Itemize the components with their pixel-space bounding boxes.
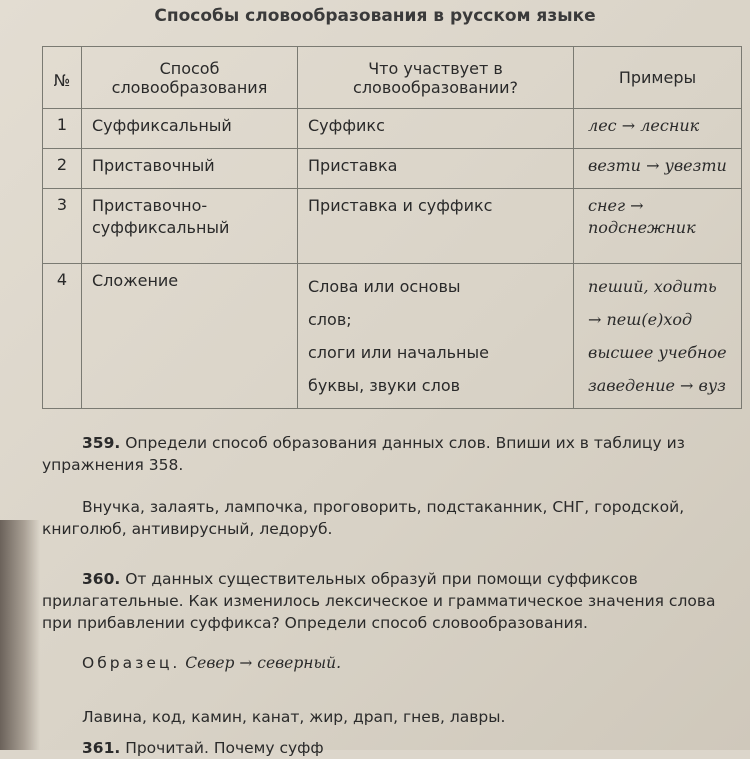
table-row <box>43 264 742 409</box>
row-part: Суффикс <box>298 109 574 149</box>
exercise-number: 359. <box>82 434 121 452</box>
part-line: Слова или основы <box>308 277 461 296</box>
table-header-row <box>43 47 742 109</box>
row-num: 2 <box>43 149 82 189</box>
row-method: Суффиксальный <box>82 109 298 149</box>
header-examples: Примеры <box>574 47 742 109</box>
exercise-task: Прочитай. Почему суфф <box>125 739 324 757</box>
example-line: подснежник <box>588 218 696 237</box>
example-line: снег → <box>588 196 644 215</box>
example-line: пеший, ходить <box>588 277 717 296</box>
exercise-task: От данных существительных образуй при помощи суффиксов прилагательные. Как изменилось лексическое и грамматическое значения слова при прибавлении суффикса? Определи способ словообразования. <box>42 570 716 632</box>
part-line: буквы, звуки слов <box>308 376 461 395</box>
row-part: Приставка <box>298 149 574 189</box>
row-examples <box>574 149 742 189</box>
part-line: слов; <box>308 310 352 329</box>
exercise-360 <box>42 568 742 634</box>
header-num: № <box>43 47 82 109</box>
row-examples <box>574 264 742 409</box>
exercise-360-words <box>42 706 742 728</box>
table-row <box>43 189 742 264</box>
row-method: Приставочно-суффиксальный <box>82 189 298 264</box>
example-line: → пеш(е)ход <box>588 310 693 329</box>
exercise-task: Определи способ образования данных слов. Впиши их в таблицу из упражнения 358. <box>42 434 685 474</box>
word-list: Внучка, залаять, лампочка, проговорить, подстаканник, СНГ, городской, книголюб, антивирусный, ледоруб. <box>42 498 685 538</box>
header-method: Способ словообразования <box>82 47 298 109</box>
example-line: высшее учебное <box>588 343 727 362</box>
example-line: везти → увезти <box>588 156 727 175</box>
sample-text: Север → северный. <box>185 654 342 672</box>
exercise-number: 361. <box>82 739 121 757</box>
page-title: Способы словообразования в русском языке <box>154 6 596 26</box>
row-num: 3 <box>43 189 82 264</box>
word-list: Лавина, код, камин, канат, жир, драп, гнев, лавры. <box>82 708 506 726</box>
exercise-359 <box>42 432 742 476</box>
row-method: Сложение <box>82 264 298 409</box>
table-row <box>43 149 742 189</box>
part-line: слоги или начальные <box>308 343 489 362</box>
row-method: Приставочный <box>82 149 298 189</box>
shadow <box>0 520 40 750</box>
row-part: Приставка и суффикс <box>298 189 574 264</box>
exercise-360-sample <box>42 652 742 674</box>
table-row <box>43 109 742 149</box>
row-examples <box>574 189 742 264</box>
sample-label: Образец. <box>82 654 181 672</box>
row-examples <box>574 109 742 149</box>
row-num: 4 <box>43 264 82 409</box>
example-line: лес → лесник <box>588 116 700 135</box>
row-part <box>298 264 574 409</box>
row-num: 1 <box>43 109 82 149</box>
exercise-361 <box>42 737 742 759</box>
exercise-359-words <box>42 496 742 540</box>
example-line: заведение → вуз <box>588 376 726 395</box>
header-part: Что участвует в словообразовании? <box>298 47 574 109</box>
exercise-number: 360. <box>82 570 121 588</box>
word-formation-table <box>42 46 742 409</box>
